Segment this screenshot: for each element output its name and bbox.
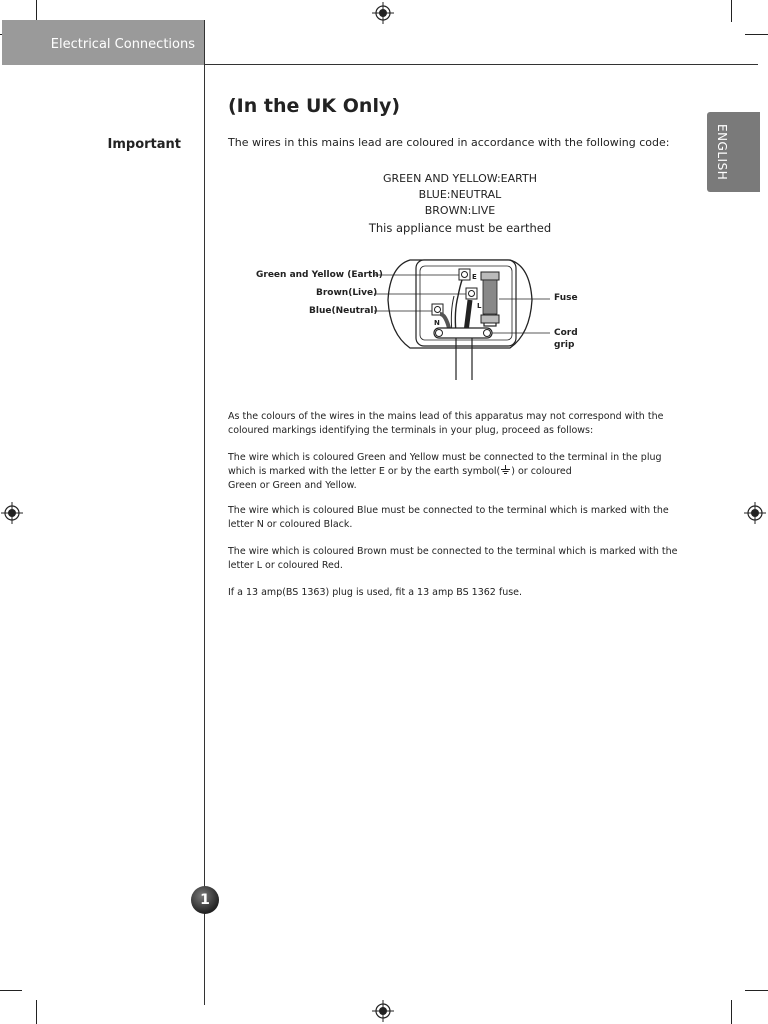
crop-mark <box>36 1000 37 1024</box>
color-code-list <box>300 171 620 219</box>
registration-mark-icon <box>1 502 23 524</box>
crop-mark <box>745 34 768 35</box>
text-segment: ) or coloured <box>511 466 572 477</box>
paragraph-line: The wire which is coloured Brown must be connected to the terminal which is marked with the <box>228 546 678 557</box>
paragraph-line <box>228 465 698 479</box>
header-divider <box>204 64 758 65</box>
page-title: (In the UK Only) <box>228 95 401 117</box>
registration-mark-icon <box>744 502 766 524</box>
paragraph-line: As the colours of the wires in the mains lead of this apparatus may not correspond with the <box>228 411 664 422</box>
terminal-l-letter: L <box>477 302 482 310</box>
paragraph-colour-mismatch <box>228 410 698 438</box>
paragraph-live-wire <box>228 545 698 573</box>
label-neutral: Blue(Neutral) <box>309 306 378 316</box>
terminal-n-letter: N <box>434 319 440 327</box>
crop-mark <box>0 990 22 991</box>
page-number: 1 <box>191 886 219 914</box>
paragraph-line: The wire which is coloured Blue must be connected to the terminal which is marked with the <box>228 505 669 516</box>
paragraph-line: The wire which is coloured Green and Yellow must be connected to the terminal in the plug <box>228 452 662 463</box>
section-title: Electrical Connections <box>50 37 195 52</box>
color-code-live: BROWN:LIVE <box>424 204 496 217</box>
plug-wiring-diagram <box>370 252 560 384</box>
label-cord-grip-line2: grip <box>554 340 575 350</box>
color-code-earth: GREEN AND YELLOW:EARTH <box>383 172 537 185</box>
earthed-note: This appliance must be earthed <box>368 221 552 235</box>
label-live: Brown(Live) <box>316 288 378 298</box>
text-segment: which is marked with the letter E or by the earth symbol( <box>228 466 501 477</box>
color-code-neutral: BLUE:NEUTRAL <box>418 188 502 201</box>
label-cord-grip-line1: Cord <box>554 328 578 338</box>
intro-text: The wires in this mains lead are coloured in accordance with the following code: <box>228 136 670 149</box>
crop-mark <box>731 0 732 22</box>
paragraph-line: letter L or coloured Red. <box>228 560 343 571</box>
terminal-e-letter: E <box>472 273 477 281</box>
paragraph-fuse <box>228 586 698 600</box>
registration-mark-icon <box>372 1000 394 1022</box>
registration-mark-icon <box>372 2 394 24</box>
important-label: Important <box>107 137 181 152</box>
label-fuse: Fuse <box>554 293 578 303</box>
label-earth: Green and Yellow (Earth) <box>256 270 383 280</box>
paragraph-line: Green or Green and Yellow. <box>228 480 357 491</box>
column-divider <box>204 20 205 1005</box>
section-header-tab <box>2 20 204 65</box>
paragraph-earth-wire <box>228 451 698 493</box>
crop-mark <box>731 1000 732 1024</box>
language-tab <box>707 112 760 192</box>
earth-symbol-icon <box>500 465 511 475</box>
crop-mark <box>36 0 37 22</box>
paragraph-neutral-wire <box>228 504 698 532</box>
crop-mark <box>745 990 768 991</box>
language-tab-label: ENGLISH <box>715 124 729 181</box>
paragraph-line: coloured markings identifying the terminals in your plug, proceed as follows: <box>228 425 594 436</box>
paragraph-line: If a 13 amp(BS 1363) plug is used, fit a 13 amp BS 1362 fuse. <box>228 587 523 598</box>
paragraph-line: letter N or coloured Black. <box>228 519 353 530</box>
